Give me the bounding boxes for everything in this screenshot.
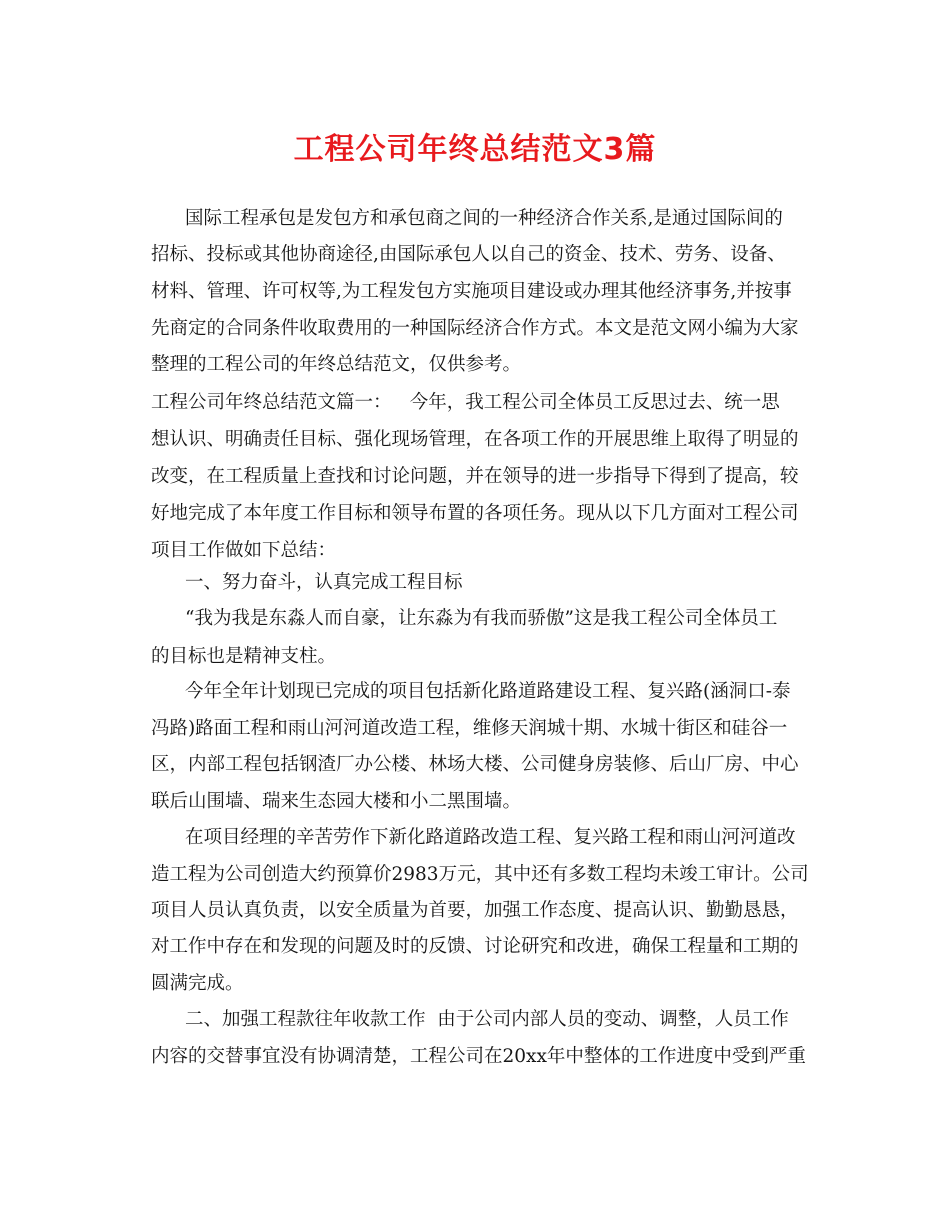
paragraph-line: 好地完成了本年度工作目标和领导布置的各项任务。现从以下几方面对工程公司 bbox=[151, 503, 799, 524]
paragraph-line: 材料、管理、许可权等,为工程发包方实施项目建设或办理其他经济事务,并按事 bbox=[151, 281, 792, 302]
paragraph-line: 项目人员认真负责，以安全质量为首要，加强工作态度、提高认识、勤勤恳恳， bbox=[151, 900, 799, 921]
paragraph-line: 冯路)路面工程和雨山河河道改造工程，维修天润城十期、水城十街区和硅谷一 bbox=[151, 718, 788, 739]
section-heading: 一、努力奋斗，认真完成工程目标 bbox=[185, 572, 463, 593]
paragraph-line: 区，内部工程包括钢渣厂办公楼、林场大楼、公司健身房装修、后山厂房、中心 bbox=[151, 754, 799, 775]
paragraph-line: 招标、投标或其他协商途径,由国际承包人以自己的资金、技术、劳务、设备、 bbox=[151, 244, 786, 265]
paragraph-line: 先商定的合同条件收取费用的一种国际经济合作方式。本文是范文网小编为大家 bbox=[151, 318, 799, 339]
paragraph-line: 圆满完成。 bbox=[151, 973, 244, 994]
paragraph-line: 工程公司年终总结范文篇一： 今年，我工程公司全体员工反思过去、统一思 bbox=[151, 392, 780, 413]
section-heading-line: 二、加强工程款往年收款工作 由于公司内部人员的变动、调整，人员工作 bbox=[185, 1009, 789, 1030]
paragraph-line: 今年全年计划现已完成的项目包括新化路道路建设工程、复兴路(涵洞口-泰 bbox=[185, 681, 791, 702]
paragraph-line: 整理的工程公司的年终总结范文，仅供参考。 bbox=[151, 354, 522, 375]
paragraph-line: 国际工程承包是发包方和承包商之间的一种经济合作关系,是通过国际间的 bbox=[185, 208, 783, 229]
paragraph-line: 在项目经理的辛苦劳作下新化路道路改造工程、复兴路工程和雨山河河道改 bbox=[185, 827, 796, 848]
paragraph-line: 内容的交替事宜没有协调清楚，工程公司在20xx年中整体的工作进度中受到严重 bbox=[151, 1046, 806, 1067]
paragraph-line: 联后山围墙、瑞来生态园大楼和小二黑围墙。 bbox=[151, 791, 522, 812]
paragraph-line: 的目标也是精神支柱。 bbox=[151, 646, 337, 667]
paragraph-line: 造工程为公司创造大约预算价2983万元，其中还有多数工程均未竣工审计。公司 bbox=[151, 864, 809, 885]
paragraph-line: 改变，在工程质量上查找和讨论问题，并在领导的进一步指导下得到了提高，较 bbox=[151, 466, 799, 487]
paragraph-line: 对工作中存在和发现的问题及时的反馈、讨论研究和改进，确保工程量和工期的 bbox=[151, 936, 799, 957]
paragraph-line: “我为我是东淼人而自豪，让东淼为有我而骄傲”这是我工程公司全体员工 bbox=[185, 608, 778, 629]
document-title: 工程公司年终总结范文3篇 bbox=[293, 132, 657, 167]
paragraph-line: 项目工作做如下总结： bbox=[151, 540, 337, 561]
paragraph-line: 想认识、明确责任目标、强化现场管理，在各项工作的开展思维上取得了明显的 bbox=[151, 429, 799, 450]
